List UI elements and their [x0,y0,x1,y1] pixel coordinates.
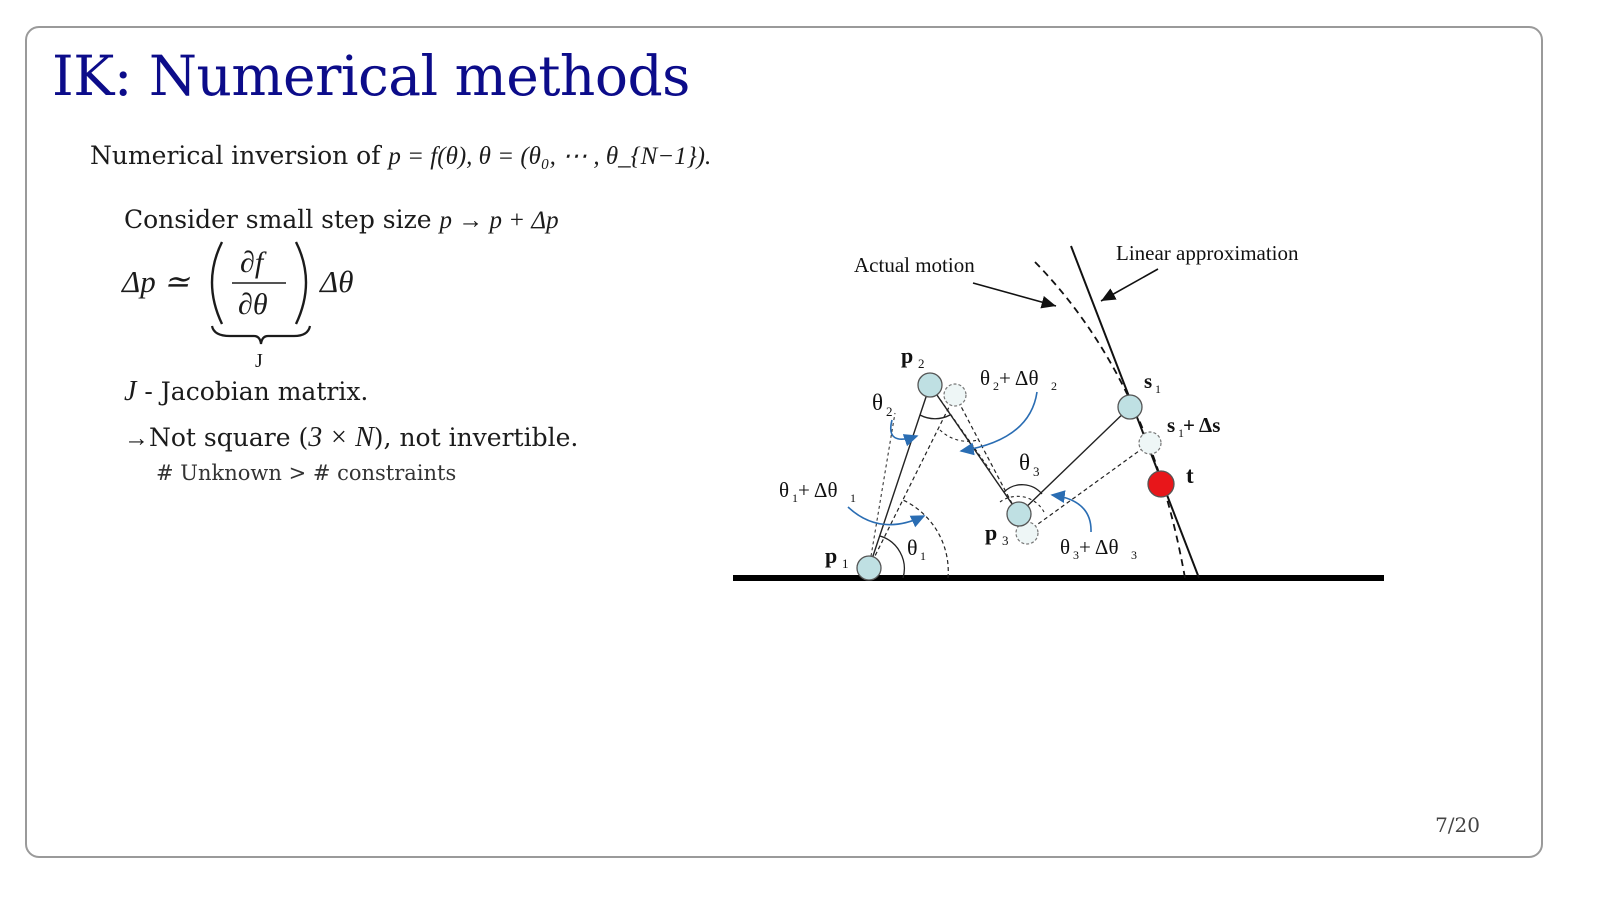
theta1-delta-label-b: + Δθ [798,478,838,502]
end-effector-s1 [1118,395,1142,419]
jacobian-symbol: J [124,376,137,407]
p1-label: p [825,543,838,568]
theta1-delta-label-a: θ [779,478,790,502]
s1-delta-rest: + Δs [1183,413,1221,437]
linear-approx-arrow [1101,269,1158,301]
link-2 [930,385,1019,514]
theta2-delta-sub-b: 2 [1051,379,1057,393]
theta3-delta-label-b: + Δθ [1079,535,1119,559]
s1-delta-sub: 1 [1178,426,1184,440]
not-square-text-a: Not square ( [149,423,309,452]
s1-delta-label: s [1167,413,1176,437]
jacobian-line [124,376,368,408]
theta1-label: θ [907,535,918,560]
actual-motion-arc [1035,262,1185,578]
p2-sub: 2 [918,356,925,371]
theta3-arc [1004,485,1042,494]
arrow-symbol: → [124,425,149,452]
s1-sub: 1 [1155,382,1161,396]
theta2-delta-sub-a: 2 [993,379,999,393]
p3-sub: 3 [1002,533,1009,548]
intro-math: p = f(θ), θ = (θ₀, ⋯ , θ_{N−1}). [388,143,712,170]
theta2-delta-arc [940,430,978,441]
not-square-math: 3 × N [308,422,374,453]
theta1-arc [880,536,904,578]
consider-text: Consider small step size [124,205,432,234]
right-paren [296,242,306,324]
ik-diagram [720,236,1400,596]
equation-numerator: ∂f [240,246,264,279]
left-paren [212,242,222,324]
page-number: 7/20 [1435,813,1480,837]
theta3-label: θ [1019,450,1031,475]
theta3-rotation-arrow [1052,495,1091,532]
theta2-delta-label-a: θ [980,366,991,390]
s1-label: s [1144,369,1153,393]
equation-rhs: Δθ [320,264,354,299]
joint-p3 [1007,502,1031,526]
link-1-ref [869,413,895,568]
theta3-delta-sub-b: 3 [1131,548,1137,562]
theta2-delta-label-b: + Δθ [999,366,1039,390]
underbrace [212,326,310,344]
equation-denominator: ∂θ [238,288,268,321]
theta3-delta-label-a: θ [1060,535,1071,559]
theta3-delta-sub-a: 3 [1073,548,1079,562]
not-square-text-b: ), not invertible. [373,423,579,452]
actual-motion-label: Actual motion [854,253,975,277]
equation-lhs: Δp ≃ [122,264,190,299]
intro-line [90,141,711,171]
theta1-delta-sub-a: 1 [792,491,798,505]
theta3-sub: 3 [1033,464,1040,479]
theta2-label: θ [872,390,884,415]
jacobian-equation [118,234,378,374]
theta1-sub: 1 [920,549,926,563]
actual-motion-arrow [973,283,1056,306]
slide-title: IK: Numerical methods [52,44,690,108]
not-square-line [124,422,578,454]
theta2-delta-rotation-arrow [961,392,1037,451]
consider-line [124,205,559,235]
joint-p2 [918,373,942,397]
joint-p1 [857,556,881,580]
theta2-arc [920,415,950,419]
brace-label: J [255,350,263,372]
target-label: t [1186,463,1194,488]
target-t [1148,471,1174,497]
consider-math: p → p + Δp [439,207,559,234]
intro-text: Numerical inversion of [90,141,381,170]
p2-label: p [901,343,914,368]
theta1-delta-sub-b: 1 [850,491,856,505]
theta2-sub: 2 [886,404,893,419]
linear-approx-label: Linear approximation [1116,241,1299,265]
unknown-note: # Unknown > # constraints [156,461,457,485]
p3-label: p [985,520,998,545]
joint-p2-perturbed [944,384,966,406]
jacobian-text: - Jacobian matrix. [144,377,369,406]
end-effector-perturbed [1139,432,1161,454]
p1-sub: 1 [842,556,849,571]
